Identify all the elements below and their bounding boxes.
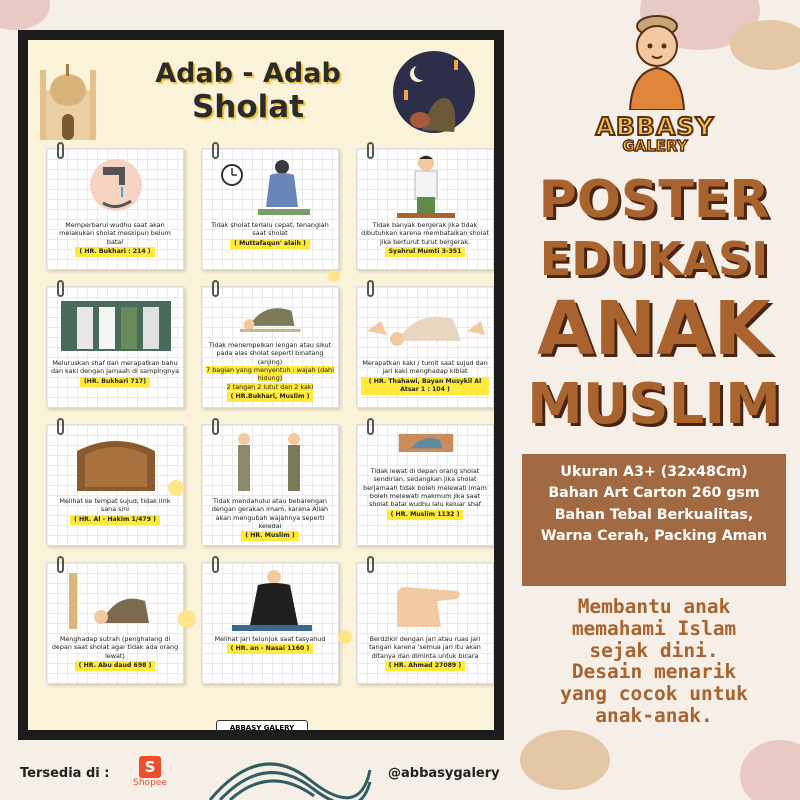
wudhu-tap-icon xyxy=(47,153,185,219)
night-prayer-illustration xyxy=(392,50,476,134)
congregation-shaf-icon xyxy=(47,291,185,357)
card-desc: Tidak lewat di depan orang sholat sendirian, sedangkan jika sholat berjamaah tidak boleh melewati imam boleh melewati makmum jika saat sholat batal wudhu lalu keluar shaf xyxy=(363,467,487,509)
card-7 xyxy=(46,424,184,546)
desc-line: Membantu anak xyxy=(577,595,731,618)
card-reference: ( HR. Al - Hakim 1/479 ) xyxy=(70,515,160,525)
poster-frame xyxy=(18,30,504,740)
card-reference: ( HR.Bukhari, Muslim ) xyxy=(227,392,314,402)
card-desc: Memperbarui wudhu saat akan melakukan sholat meskipun belum batal xyxy=(59,221,171,246)
card-2 xyxy=(201,148,339,270)
bg-blob xyxy=(740,740,800,800)
card-12 xyxy=(356,562,494,684)
card-5 xyxy=(201,286,339,408)
desc-line: Desain menarik xyxy=(571,660,737,684)
decor-dot xyxy=(338,630,352,644)
card-text xyxy=(51,221,179,257)
card-1 xyxy=(46,148,184,270)
logo xyxy=(585,112,725,155)
standing-boy-icon xyxy=(357,153,494,219)
card-text xyxy=(206,635,334,654)
specs-box xyxy=(522,454,786,586)
card-text xyxy=(361,635,489,671)
card-text xyxy=(51,497,179,525)
bg-blob xyxy=(520,730,610,790)
card-highlight: 7 bagian yang menyentuh : wajah (dahi hidung) xyxy=(206,365,334,383)
card-text xyxy=(361,221,489,257)
card-desc: Melihat ke tempat sujud, tidak lirik sana sini xyxy=(59,497,171,514)
card-reference: ( HR. Abu daud 698 ) xyxy=(75,661,156,671)
card-reference: ( HR. an - Nasai 1160 ) xyxy=(227,644,314,654)
card-8 xyxy=(201,424,339,546)
decor-dot xyxy=(178,610,196,628)
card-4 xyxy=(46,286,184,408)
card-desc: Berdzikir dengan jari atau ruas jari tangan karena 'semua jari itu akan ditanya dan diminta untuk bicara xyxy=(369,635,481,660)
card-desc: Melihat jari telunjuk saat tasyahud xyxy=(214,635,326,643)
wave-decoration xyxy=(200,740,380,800)
bg-blob xyxy=(730,20,800,70)
mosque-icon xyxy=(38,50,98,142)
logo-line2: GALERY xyxy=(622,137,688,155)
decor-dot xyxy=(328,270,340,282)
spec-quality: Bahan Tebal Berkualitas, xyxy=(554,506,754,523)
card-desc: Tidak menempelkan lengan atau sikut pada alas sholat seperti binatang (anjing) xyxy=(208,341,332,366)
card-text xyxy=(206,341,334,402)
card-reference: Syahrul Mumti 3-351 xyxy=(385,247,466,257)
feet-sujud-icon xyxy=(357,291,494,357)
desc-line: yang cocok untuk xyxy=(560,682,748,706)
sitting-prayer-clock-icon xyxy=(202,153,340,219)
card-text xyxy=(51,359,179,387)
card-reference: (HR. Bukhari 717) xyxy=(80,377,150,387)
bg-blob xyxy=(0,0,50,30)
spec-packing: Warna Cerah, Packing Aman xyxy=(540,527,768,544)
prostration-on-mat-icon xyxy=(357,429,494,469)
poster-title-line1: Adab - Adab xyxy=(155,58,341,89)
card-desc: Tidak mendahului atau bebarengan dengan gerakan imam, karena Allah akan mengubah wajahnya seperti keledai xyxy=(211,497,329,530)
card-text xyxy=(206,221,334,249)
prayer-mat-icon xyxy=(47,429,185,495)
sujud-posture-icon xyxy=(202,291,340,341)
card-10 xyxy=(46,562,184,684)
shopee-bag-icon: S xyxy=(139,756,161,778)
card-text xyxy=(361,467,489,520)
card-reference: ( HR. Thahawi, Bayan Musykil Al Atsar 1 : 104 ) xyxy=(361,377,489,395)
headline-muslim: MUSLIM xyxy=(527,372,781,437)
card-reference: ( HR. Muslim ) xyxy=(241,531,298,541)
ruku-imam-icon xyxy=(202,429,340,495)
headline-poster: POSTER xyxy=(538,170,770,230)
sutrah-prayer-icon xyxy=(47,567,185,633)
card-desc: Tidak banyak bergerak jika tidak dibutuhkan karena membatalkan sholat jika berturut turut bergerak. xyxy=(361,221,489,246)
card-desc: Tidak sholat terlalu cepat, tenanglah saat sholat xyxy=(211,221,329,238)
card-desc: Merapatkan kaki / tumit saat sujud dan jari kaki menghadap kiblat xyxy=(362,359,488,376)
poster-title-line2: Sholat xyxy=(191,89,305,125)
description xyxy=(520,596,788,727)
card-text xyxy=(51,635,179,671)
card-3 xyxy=(356,148,494,270)
card-desc: Menghadap sutrah (penghalang di depan saat sholat agar tidak ada orang lewat) xyxy=(51,635,179,660)
card-text xyxy=(361,359,489,395)
card-6 xyxy=(356,286,494,408)
desc-line: memahami Islam xyxy=(571,616,737,640)
poster-title xyxy=(128,58,368,125)
available-at-label: Tersedia di : xyxy=(20,766,110,781)
headline-edukasi: EDUKASI xyxy=(539,232,769,286)
desc-line: anak-anak. xyxy=(595,704,713,728)
spec-size: Ukuran A3+ (32x48Cm) xyxy=(560,464,748,480)
poster xyxy=(28,40,494,730)
shopee-link[interactable] xyxy=(128,756,172,788)
card-reference: ( HR. Muslim 1132 ) xyxy=(387,510,464,520)
brand-label: ABBASY GALERY xyxy=(216,720,308,730)
social-handle[interactable]: @abbasygalery xyxy=(388,766,500,781)
decor-dot xyxy=(168,480,184,496)
card-11 xyxy=(201,562,339,684)
card-reference: ( HR. Bukhari : 214 ) xyxy=(75,247,154,257)
logo-line1: ABBASY xyxy=(595,112,715,141)
tasyahud-posture-icon xyxy=(202,567,340,633)
shopee-label: Shopee xyxy=(133,778,167,788)
boy-mascot-icon xyxy=(612,10,702,110)
counting-fingers-icon xyxy=(357,567,494,633)
headline-anak: ANAK xyxy=(537,286,771,372)
spec-material: Bahan Art Carton 260 gsm xyxy=(548,485,760,502)
card-text xyxy=(206,497,334,541)
card-reference: ( Muttafaqun' alaih ) xyxy=(230,239,310,249)
card-highlight: 2 tangan 2 lutut dan 2 kaki xyxy=(226,382,314,391)
desc-line: sejak dini. xyxy=(589,638,719,662)
card-desc: Meluruskan shaf dan merapatkan bahu dan kaki dengan jamaah di sampingnya xyxy=(51,359,180,376)
card-9 xyxy=(356,424,494,546)
card-reference: ( HR. Ahmad 27089 ) xyxy=(385,661,465,671)
